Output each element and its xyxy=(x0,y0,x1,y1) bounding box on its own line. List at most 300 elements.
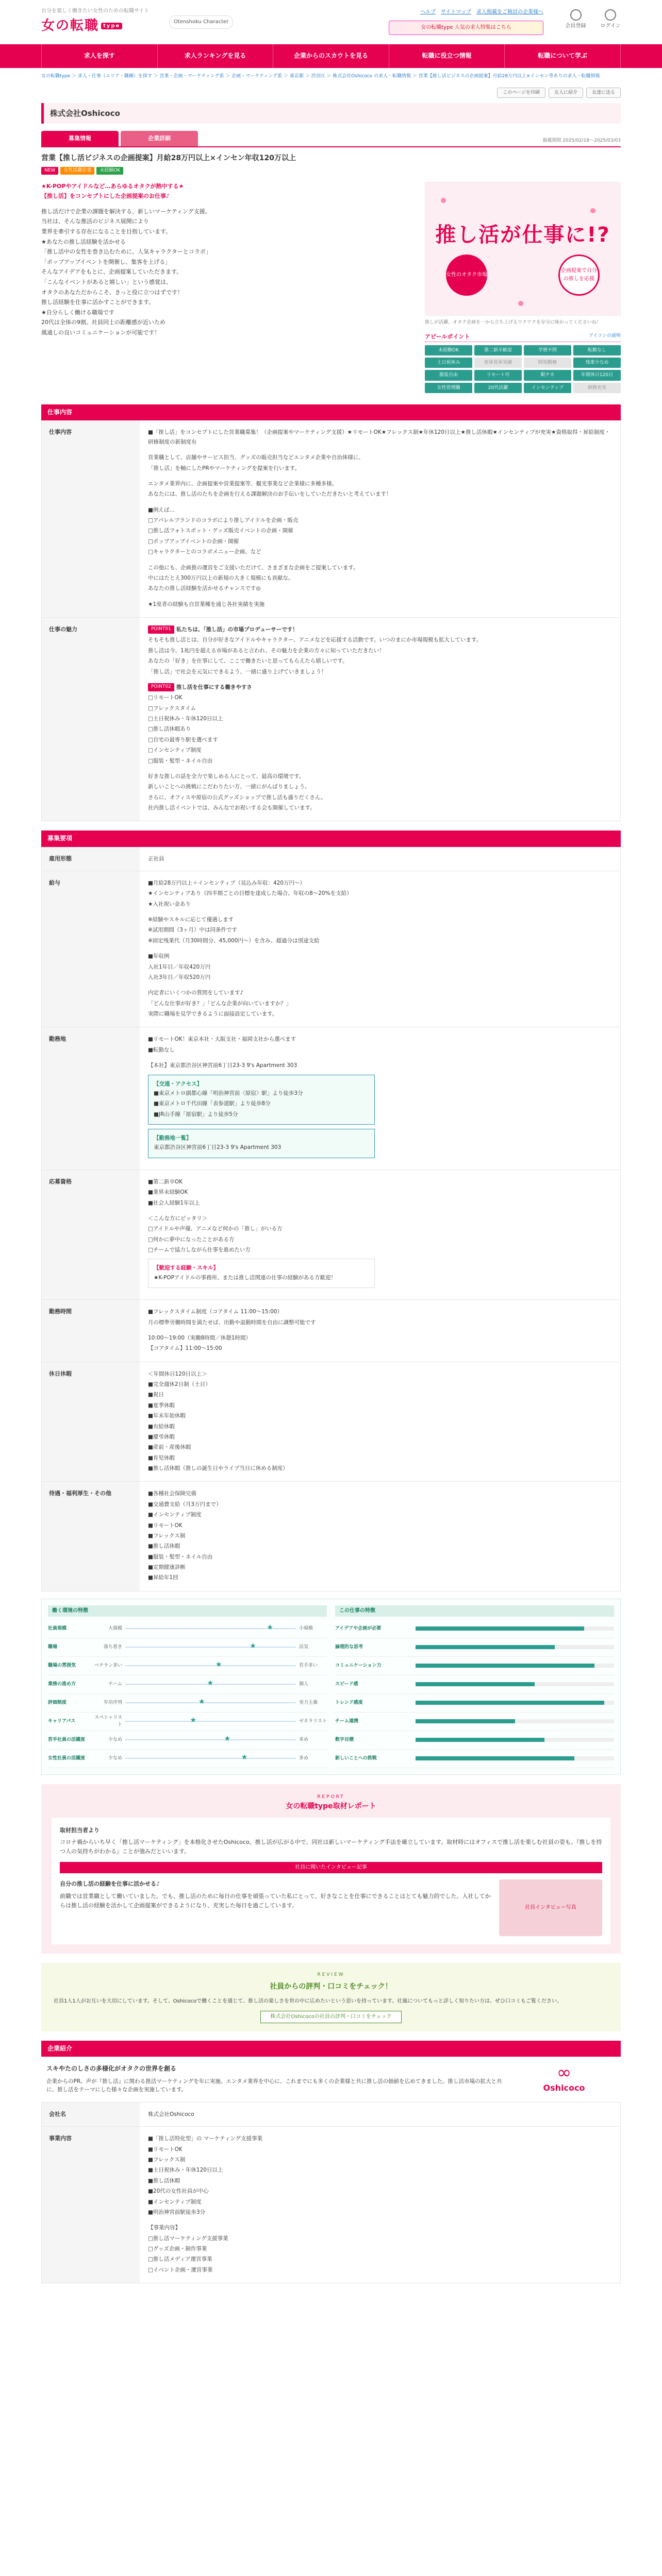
biz-value xyxy=(140,2127,620,2283)
salary-line: ■月給28万円以上＋インセンティブ（見込み年収：420万円〜） xyxy=(148,879,305,886)
star-icon: ★ xyxy=(224,1735,231,1743)
req-label: 応募資格 xyxy=(42,1170,140,1299)
register-icon xyxy=(570,9,582,21)
nav-info[interactable]: 転職に役立つ情報 xyxy=(389,44,505,68)
env-scale-right: 実力主義 xyxy=(299,1700,318,1706)
hero-body-line: ★あなたの推し活経験を活かせる xyxy=(41,238,126,245)
salary-line: ★インセンティブあり（四半期ごとの目標を達成した場合、年収の8〜20%を支給） xyxy=(148,890,352,897)
recruit-section-header: 募集要項 xyxy=(41,831,621,846)
env-scale-left: 落ち着き xyxy=(103,1645,122,1650)
env-scale-bar xyxy=(125,1679,296,1688)
salary-value xyxy=(140,871,620,1027)
badge-list xyxy=(41,167,621,174)
env-scale-bar xyxy=(125,1716,296,1725)
env-feature-fill xyxy=(416,1682,535,1686)
holiday-value xyxy=(140,1362,620,1482)
job-section-header: 仕事内容 xyxy=(41,404,621,420)
hero-section xyxy=(41,182,621,394)
character-link[interactable]: Otenshoku Character xyxy=(169,15,233,29)
badge-women: 女性活躍企業 xyxy=(60,167,94,174)
biz-line: □イベント企画・運営事業 xyxy=(148,2266,213,2273)
appeal-item: 駅チカ xyxy=(524,370,571,380)
env-scale-row xyxy=(48,1675,327,1694)
job-table xyxy=(41,420,621,821)
access-line: ■JR山手線「原宿駅」より徒歩5分 xyxy=(154,1111,238,1117)
benefit-line: ■定期健康診断 xyxy=(148,1564,186,1571)
page-tools xyxy=(41,88,621,98)
biz-line: □推し活マーケティング支援事業 xyxy=(148,2235,228,2242)
env-scale-right: 多め xyxy=(299,1756,309,1761)
interview-photo: 社員インタビュー写真 xyxy=(499,1879,602,1936)
req-line: □何かに夢中になったことがある方 xyxy=(148,1236,235,1243)
time-value xyxy=(140,1300,620,1362)
req-line: □チームで協力しながら仕事を進めたい方 xyxy=(148,1247,251,1253)
hero-image-title: 推し活が仕事に!? xyxy=(435,223,610,247)
holiday-line: ■慶弔休暇 xyxy=(148,1433,175,1440)
env-scale-right: 多め xyxy=(299,1737,309,1743)
nav-ranking[interactable]: 求人ランキングを見る xyxy=(157,44,273,68)
env-feature-label: チーム連携 xyxy=(335,1719,359,1724)
env-feature-fill xyxy=(416,1701,604,1705)
env-scale-label: 社員規模 xyxy=(48,1626,67,1632)
logo-text: 女の転職 xyxy=(41,18,100,34)
hero-body-line: そんなアイデアをもとに、企画提案していただきます。 xyxy=(41,268,183,276)
appeal-item: 産休育休実績 xyxy=(474,358,522,368)
holiday-label: 休日休暇 xyxy=(42,1362,140,1482)
access-box xyxy=(148,1075,375,1125)
charm-title: 私たちは、「推し活」の市場プロデューサーです！ xyxy=(176,626,298,633)
salary-label: 給与 xyxy=(42,871,140,1027)
review-small: REVIEW xyxy=(317,1972,345,1978)
hero-lead: ★K-POPやアイドルなど…あらゆるオタクが熱中する★ xyxy=(41,182,184,190)
env-feature-label: アイデアや企画が必要 xyxy=(335,1626,382,1632)
biz-line: ■推し活休暇 xyxy=(148,2177,180,2184)
charm-value xyxy=(140,618,620,821)
cname-label: 会社名 xyxy=(42,2103,140,2126)
env-scale-left: ベテラン多い xyxy=(94,1663,123,1669)
charm-label: 仕事の魅力 xyxy=(42,618,140,821)
env-feature-row xyxy=(335,1731,614,1750)
place-label: 勤務地 xyxy=(42,1027,140,1169)
holiday-line: ■祝日 xyxy=(148,1392,164,1398)
req-line: ■業界未経験OK xyxy=(148,1189,188,1196)
env-scale-row xyxy=(48,1731,327,1750)
global-nav xyxy=(0,44,662,68)
benefit-line: ■リモートOK xyxy=(148,1522,183,1529)
access-line: ■東京メトロ千代田線「表参道駅」より徒歩8分 xyxy=(154,1100,271,1107)
hero-circle-right: 企画提案で自分の推しを応援 xyxy=(558,255,600,296)
env-feature-fill xyxy=(416,1645,555,1649)
benefit-value xyxy=(140,1482,620,1590)
env-left-title: 働く環境の特徴 xyxy=(48,1605,327,1617)
salary-line: ※固定残業代（月30時間分、45,000円〜）を含み、超過分は別途支給 xyxy=(148,937,320,944)
report-small: REPORT xyxy=(317,1794,345,1800)
posting-period: 掲載期間 2025/02/18〜2025/03/03 xyxy=(542,138,621,143)
job-content-line: 営業職として、店舗やサービス担当、グッズの販売担当などエンタメ企業や自治体様に、 xyxy=(148,454,364,461)
env-scale-left: 少なめ xyxy=(108,1737,122,1743)
hero-body-line: 「ポップアップイベントを開催し、集客を上げる」 xyxy=(41,258,171,265)
star-icon: ★ xyxy=(216,1660,222,1669)
place-value xyxy=(140,1027,620,1169)
env-scale-right: 個人 xyxy=(299,1682,309,1687)
review-body: 社員1人1人がお互いを大切にしています。そして、Oshicocoで働くことを通じて、推し活の楽しさを世の中に広めたいという思いを持っています。社風についてもっと詳しく知りたい方は、ぜひ口コミもご覧ください。 xyxy=(54,1998,562,2005)
star-icon: ★ xyxy=(207,1679,214,1688)
charm-list-line: □自宅の最寄り駅を選べます xyxy=(148,736,218,743)
company-logo-text: Oshicoco xyxy=(543,2083,585,2093)
print-button[interactable]: このページを印刷 xyxy=(497,88,545,98)
req-value xyxy=(140,1170,620,1299)
hq-address: 東京都渋谷区神宮前6丁目23-3 9's Apartment 303 xyxy=(154,1144,282,1151)
salary-line: 入社3年目／年収520万円 xyxy=(148,974,211,980)
help-link[interactable]: ヘルプ xyxy=(420,9,436,15)
time-line: 月の標準労働時間を満たせば、出勤や退勤時間を自由に調整可能です xyxy=(148,1319,316,1326)
biz-line: □グッズ企画・制作事業 xyxy=(148,2246,207,2252)
logo-sub: type xyxy=(101,23,122,29)
env-scale-bar xyxy=(125,1698,296,1706)
biz-line: ■リモートOK xyxy=(148,2146,183,2153)
point02-pill: POINT02 xyxy=(148,683,174,691)
env-feature-fill xyxy=(416,1738,544,1742)
hero-body-line: 20代は全体の9割。社員同士の距離感が近いため xyxy=(41,319,166,326)
appeal-item: 学歴不問 xyxy=(524,345,571,355)
recruit-table xyxy=(41,847,621,1591)
req-line: ■社会人経験1年以上 xyxy=(148,1199,200,1206)
login-label: ログイン xyxy=(600,23,621,29)
biz-line: ■インセンティブ制度 xyxy=(148,2198,202,2205)
appeal-item: 20代活躍 xyxy=(474,383,522,393)
env-feature-bar xyxy=(416,1664,614,1668)
charm-body-line: 「推し活」で社会を元気にできるよう、一緒に盛り上げていきましょう！ xyxy=(148,668,327,675)
env-feature-label: コミュニケーション力 xyxy=(335,1663,382,1669)
biz-line: ■明治神宮前駅徒歩3分 xyxy=(148,2209,206,2215)
env-scale-label: キャリアパス xyxy=(48,1719,76,1724)
env-feature-bar xyxy=(416,1701,614,1705)
job-content-line: この他にも、企画推の運営をご支援いただけて、さまざまな企画をご提案しています。 xyxy=(148,564,359,571)
hero-body xyxy=(41,207,415,337)
charm-list-line: □土日祝休み・年休120日以上 xyxy=(148,716,223,722)
header-links xyxy=(420,8,543,16)
appeal-item: 研修充実 xyxy=(573,383,621,393)
biz-line: ■土日祝休み・年休120日以上 xyxy=(148,2167,223,2174)
env-feature-bar xyxy=(416,1756,614,1760)
star-icon: ★ xyxy=(250,1642,256,1651)
job-content-line: □推し活フォトスポット・グッズ販売イベントの企画・開催 xyxy=(148,528,293,534)
welcome-title: 【歓迎する経験・スキル】 xyxy=(154,1265,219,1272)
user-icon xyxy=(605,9,616,21)
appeal-item: 時短勤務 xyxy=(524,358,571,368)
env-scale-row xyxy=(48,1713,327,1731)
star-icon: ★ xyxy=(267,1623,273,1632)
env-scale-bar xyxy=(125,1735,296,1743)
env-feature-label: 論理的な思考 xyxy=(335,1645,363,1650)
appeal-item: 残業少なめ xyxy=(573,358,621,368)
appeal-item: 転勤なし xyxy=(573,345,621,355)
hero-body-line: 業界を牽引する存在になることを目指しています。 xyxy=(41,228,172,235)
review-title: 社員からの評判・口コミをチェック！ xyxy=(270,1982,392,1991)
biz-line: 【事業内容】 xyxy=(148,2225,180,2231)
env-feature-bar xyxy=(416,1682,614,1686)
tab-company-detail[interactable]: 企業詳細 xyxy=(121,131,198,146)
hero-body-line: 「推し活中の女性を巻き込むために、人気キャラクターとコラボ」 xyxy=(41,248,211,256)
welcome-text: ★K-POPアイドルの事務所、または推し活関連の仕事の経験がある方歓迎！ xyxy=(154,1274,336,1281)
refer-button[interactable]: 友人に紹介 xyxy=(549,88,583,98)
report-heading: 取材担当者より xyxy=(60,1826,100,1834)
env-feature-bar xyxy=(416,1645,614,1649)
env-feature-bar xyxy=(416,1626,614,1631)
nav-search-jobs[interactable]: 求人を探す xyxy=(41,44,157,68)
env-scale-bar xyxy=(125,1642,296,1651)
env-scale-left: スペシャリスト xyxy=(94,1715,122,1728)
access-line: ■東京メトロ副都心線「明治神宮前〈原宿〉駅」より徒歩3分 xyxy=(154,1090,303,1096)
job-content-line: あなたには、推し活のたちを企画を行える課題解決のお手伝いをしていただきたいと考えています！ xyxy=(148,491,392,498)
benefit-line: ■交通費支給（月3万円まで） xyxy=(148,1501,222,1507)
charm-list-line: □リモートOK xyxy=(148,694,183,701)
env-scale-right: 若手多い xyxy=(299,1663,318,1669)
req-line: ■第二新卒OK xyxy=(148,1178,183,1185)
register-label: 会員登録 xyxy=(565,23,586,29)
charm-list-line: □インセンティブ制度 xyxy=(148,747,202,754)
charm-list-line: □服装・髪型・ネイル自由 xyxy=(148,757,213,764)
appeal-item: 土日祝休み xyxy=(425,358,472,368)
env-scale-bar xyxy=(125,1623,296,1632)
env-feature-label: スピード感 xyxy=(335,1682,358,1687)
appeal-item: インセンティブ xyxy=(524,383,571,393)
charm-tail-line: 社内推し活イベントでは、みんなでお祝いする会も開催しています。 xyxy=(148,805,316,811)
logo-tagline: 自分を楽しく働きたい女性のための転職サイト xyxy=(41,8,150,14)
env-scale-row xyxy=(48,1638,327,1657)
env-feature-label: 新しいことへの挑戦 xyxy=(335,1756,377,1761)
share-button[interactable]: 友達に送る xyxy=(586,88,621,98)
env-scale-row xyxy=(48,1694,327,1713)
env-scale-right: ゼネラリスト xyxy=(299,1719,327,1724)
tab-recruit-info[interactable]: 募集情報 xyxy=(41,131,119,146)
env-scale-bar xyxy=(125,1660,296,1669)
interview-body: 前職では営業職として働いていました。でも、推し活のために毎日の仕事を頑張っていた私にとって、好きなことを仕事にできることはとても魅力的でした。入社してからは推し活の経験を活かして企画提案ができるようになり、充実した毎日を過ごしています。 xyxy=(60,1893,491,1909)
interview-title: 自分の推し活の経験を仕事に活かせる♪ xyxy=(60,1880,160,1888)
site-logo[interactable] xyxy=(41,7,160,37)
salary-line: 「どんな仕事が好き？」「どんな企業が向いていますか？」 xyxy=(148,1000,292,1007)
place-line: 【本社】東京都渋谷区神宮前6丁目23-3 9's Apartment 303 xyxy=(148,1062,297,1069)
breadcrumb[interactable]: 女の転職type ＞ 求人・仕事（エリア・職種）を探す ＞ 営業・企画・マーケティング系 ＞ 企画・マーケティング系 ＞ 東京都 ＞ 渋谷区 ＞ 株式会社Oshicoco の求人・転職情報 ＞ 営業【推し活ビジネスの企画提案】月給28万円以上×インセン等ありの求人・転職情報 xyxy=(41,74,600,79)
time-line: ■フレックスタイム制度（コアタイム 11:00〜15:00） xyxy=(148,1309,283,1315)
hero-body-line: ★自分らしく働ける職場です xyxy=(41,309,114,316)
env-feature-row xyxy=(335,1750,614,1768)
env-feature-fill xyxy=(416,1626,584,1631)
appeal-item: 第二新卒歓迎 xyxy=(474,345,522,355)
job-title: 営業【推し活ビジネスの企画提案】月給28万円以上×インセン年収120万以上 xyxy=(41,154,296,162)
content-label: 仕事内容 xyxy=(42,420,140,617)
appeal-item: リモート可 xyxy=(474,370,522,380)
job-tabs xyxy=(41,131,621,147)
nav-learn[interactable]: 転職について学ぶ xyxy=(504,44,621,68)
env-scale-label: 職場 xyxy=(48,1645,58,1650)
hero-image xyxy=(425,182,621,316)
holiday-line: ■年末年始休暇 xyxy=(148,1413,186,1419)
star-icon: ★ xyxy=(241,1753,248,1762)
env-scale-row xyxy=(48,1620,327,1638)
welcome-box xyxy=(148,1259,375,1288)
intro-section xyxy=(41,2057,621,2102)
env-feature-fill xyxy=(416,1756,574,1760)
benefit-line: ■昇給年1回 xyxy=(148,1574,178,1581)
job-content-line: ■例えば… xyxy=(148,506,175,513)
job-content-line: エンタメ業界内に、企画提案や営業提案等、観光事業など企業様に多種多様。 xyxy=(148,480,338,487)
report-title: 女の転職type取材レポート xyxy=(286,1802,376,1811)
star-icon: ★ xyxy=(198,1698,205,1706)
env-feature-bar xyxy=(416,1719,614,1723)
intro-section-header: 企業紹介 xyxy=(41,2041,621,2057)
report-body: コロナ禍からいち早く「推し活マーケティング」を本格化させたOshicoco。推し活が広がる中で、同社は新しいマーケティング手法を確立しています。取材時にはオフィスで推し活を楽しむ社員の姿も。『推しを持つ人の気持ちがわかる』ことが強みだといいます。 xyxy=(60,1839,602,1855)
badge-inexperienced: 未経験OK xyxy=(96,167,123,174)
biz-line: ■20代の女性社員が中心 xyxy=(148,2188,209,2195)
benefit-line: ■各種社会保険完備 xyxy=(148,1490,196,1497)
company-name: 株式会社Oshicoco xyxy=(41,103,621,124)
charm-body-line: そもそも推し活とは、自分が好きなアイドルやキャラクター、アニメなどを応援する活動です。いつのまにか市場規模も拡大しています。 xyxy=(148,637,482,643)
env-scale-row xyxy=(48,1657,327,1675)
salary-line: 入社1年目／年収420万円 xyxy=(148,963,211,970)
hero-circle-left: 女性のオタク市場 xyxy=(446,255,487,296)
hq-title: 【勤務地一覧】 xyxy=(154,1135,192,1142)
job-content-line: あなたの推し活経験を活かせるチャンスです◎ xyxy=(148,585,261,592)
charm-tail-line: 好きな推しの話を全力で楽しめる人にとって、最高の環境です。 xyxy=(148,773,305,779)
env-scale-label: 女性社員の活躍度 xyxy=(48,1756,86,1761)
benefit-label: 待遇・福利厚生・その他 xyxy=(42,1482,140,1590)
env-feature-label: 数字目標 xyxy=(335,1737,354,1743)
intro-heading: スキやたのしさの多様化がオタクの世界を創る xyxy=(46,2065,177,2073)
hero-body-line: 推し活だけで企業の課題を解決する、新しいマーケティング支援。 xyxy=(41,208,211,215)
biz-label: 事業内容 xyxy=(42,2127,140,2283)
job-content-line: □アパレルブランドのコラボにより推しアイドルを企画・販売 xyxy=(148,517,299,524)
env-scale-label: 評価制度 xyxy=(48,1700,67,1706)
appeal-item: 女性管理職 xyxy=(425,383,472,393)
job-content-line: □キャラクターとのコラボメニュー企画、など xyxy=(148,549,261,555)
company-table xyxy=(41,2102,621,2283)
env-feature-row xyxy=(335,1620,614,1638)
salary-line: ※経験やスキルに応じて優遇します xyxy=(148,917,234,923)
env-scale-right: 活気 xyxy=(299,1645,309,1650)
env-feature-row xyxy=(335,1657,614,1675)
employer-link[interactable]: 求人掲載をご検討の企業様へ xyxy=(476,9,543,15)
env-feature-bar xyxy=(416,1738,614,1742)
job-content-line: ★1度者の経験も自営業種を通じ各社実績を実施 xyxy=(148,601,265,607)
env-scale-bar xyxy=(125,1753,296,1762)
holiday-line: ■有給休暇 xyxy=(148,1423,175,1430)
holiday-line: ■育児休暇 xyxy=(148,1454,175,1461)
benefit-line: ■フレックス制 xyxy=(148,1532,186,1539)
sitemap-link[interactable]: サイトマップ xyxy=(441,9,471,15)
company-logo xyxy=(512,2064,616,2095)
hero-body-line: 風通しの良いコミュニケーションが可能です！ xyxy=(41,329,160,336)
env-scale-left: チーム xyxy=(108,1682,122,1687)
biz-line: □推し活メディア運営事業 xyxy=(148,2256,212,2263)
type-value: 正社員 xyxy=(148,855,164,862)
charm-tail-line: さらに、オフィスや原宿の公式グッズショップで推し活も盛りだくさん。 xyxy=(148,794,326,801)
intro-body: 企業からのPR。声が『推し活』に関わる推活マーケティングを年に実施。エンタメ業界を中心に、これまでにも多くの企業様と共に推し活の価値を広めてきました。推し活市場の拡大と共に、推し活をテーマにした様々な企画を実施しています。 xyxy=(46,2078,502,2093)
env-feature-fill xyxy=(416,1664,594,1668)
holiday-line: ■完全週休2日制（土日） xyxy=(148,1381,211,1388)
hero-body-line: 当社は、そんな推活のビジネス展開により xyxy=(41,218,149,225)
charm-tail-line: 新しいことへの挑戦にこだわりたい方、一緒にがんばりましょう。 xyxy=(148,784,310,790)
job-content-line: 中にはたとえ300万円以上の新規の大きく規模にも貢献な。 xyxy=(148,574,294,581)
hero-body-line: 推し活経験を仕事に活かすことができます。 xyxy=(41,299,155,306)
holiday-line: ■産前・産後休暇 xyxy=(148,1444,191,1451)
env-scale-row xyxy=(48,1750,327,1768)
job-content-line: □ポップアップイベントの企画・開催 xyxy=(148,538,239,545)
charm-body-line: 推し活は今、1兆円を超える市場があると言われ、その魅力を企業の方々に知っていただきたい！ xyxy=(148,647,385,654)
site-header xyxy=(0,0,662,44)
env-scale-label: 職場の雰囲気 xyxy=(48,1663,76,1669)
appeal-item: 年間休日120日 xyxy=(573,370,621,380)
time-line: 10:00〜19:00（実働8時間／休憩1時間） xyxy=(148,1334,251,1341)
hq-box xyxy=(148,1129,375,1158)
env-feature-row xyxy=(335,1713,614,1731)
time-label: 勤務時間 xyxy=(42,1300,140,1362)
charm-title2: 推し活を仕事にする働きやすさ xyxy=(176,684,252,690)
biz-line: ■フレックス制 xyxy=(148,2157,186,2163)
benefit-line: ■服装・髪型・ネイル自由 xyxy=(148,1553,213,1560)
env-feature-row xyxy=(335,1694,614,1713)
salary-line: ★入社祝い金あり xyxy=(148,901,191,907)
env-right-title: この仕事の特徴 xyxy=(335,1605,614,1617)
salary-line: ■年収例 xyxy=(148,953,170,960)
req-line: □アイドルや声優、アニメなど何かの「推し」がいる方 xyxy=(148,1226,283,1232)
env-feature-row xyxy=(335,1675,614,1694)
appeal-item: 未経験OK xyxy=(425,345,472,355)
env-scale-label: 若手社員の活躍度 xyxy=(48,1737,86,1743)
work-environment xyxy=(41,1599,621,1775)
logo-mark-icon: ∞ xyxy=(556,2062,572,2083)
review-section xyxy=(41,1963,621,2031)
holiday-line: ■推し活休暇（推しの誕生日やライブ当日に休める制度） xyxy=(148,1465,288,1472)
biz-line: ■「推し活特化型」の マーケティング支援事業 xyxy=(148,2136,262,2142)
hero-caption: 推しが活躍、オタク企画を一から立ち上げるワクワクを存分に味わってくださいね！ xyxy=(425,319,601,325)
charm-list-line: □フレックスタイム xyxy=(148,705,196,711)
header-banner[interactable]: 女の転職type 人気の求人特集はこちら xyxy=(389,21,543,35)
point01-pill: POINT01 xyxy=(148,625,174,634)
content-value xyxy=(140,420,620,617)
hero-lead2: 【推し活】をコンセプトにした企画提案のお仕事♪ xyxy=(41,193,170,200)
appeal-help-link[interactable]: アイコンの説明 xyxy=(589,333,621,339)
place-line: ■リモートOK！東京本社・大阪支社・福岡支社から選べます xyxy=(148,1036,296,1043)
benefit-line: ■インセンティブ制度 xyxy=(148,1512,202,1518)
env-feature-label: トレンド感度 xyxy=(335,1700,363,1706)
access-title: 【交通・アクセス】 xyxy=(154,1080,203,1087)
nav-scout[interactable]: 企業からのスカウトを見る xyxy=(273,44,389,68)
cname-value: 株式会社Oshicoco xyxy=(148,2111,194,2117)
login-button[interactable] xyxy=(601,9,621,30)
report-section xyxy=(41,1784,621,1954)
charm-body-line: あなたの「好き」を仕事にして、ここで働きたいと思ってもらえたら嬉しいです。 xyxy=(148,658,348,665)
appeal-title: アピールポイント xyxy=(425,333,470,341)
job-content-line: 「推し活」を軸にしたPRやマーケティングを提案を行います。 xyxy=(148,465,301,471)
appeal-grid xyxy=(425,345,621,394)
place-line: ■転勤なし xyxy=(148,1046,175,1053)
time-line: 【コアタイム】11:00〜15:00 xyxy=(148,1345,222,1352)
review-button[interactable]: 株式会社Oshicocoの社員の評判・口コミをチェック xyxy=(260,2011,401,2023)
env-feature-row xyxy=(335,1638,614,1657)
type-label: 雇用形態 xyxy=(42,847,140,871)
register-button[interactable] xyxy=(566,9,586,30)
badge-new: NEW xyxy=(41,167,58,174)
benefit-line: ■推し活休暇 xyxy=(148,1543,180,1550)
charm-list-line: □推し活休暇あり xyxy=(148,726,191,733)
salary-line: 実際に職場を見学できるように面接設定しています。 xyxy=(148,1011,278,1018)
env-scale-left: 少なめ xyxy=(108,1756,122,1761)
env-scale-left: 年功序列 xyxy=(103,1700,122,1706)
env-scale-label: 業務の進め方 xyxy=(48,1682,76,1687)
appeal-item: 服装自由 xyxy=(425,370,472,380)
interview-bar: 社員に聞いたインタビュー記事 xyxy=(60,1862,602,1873)
